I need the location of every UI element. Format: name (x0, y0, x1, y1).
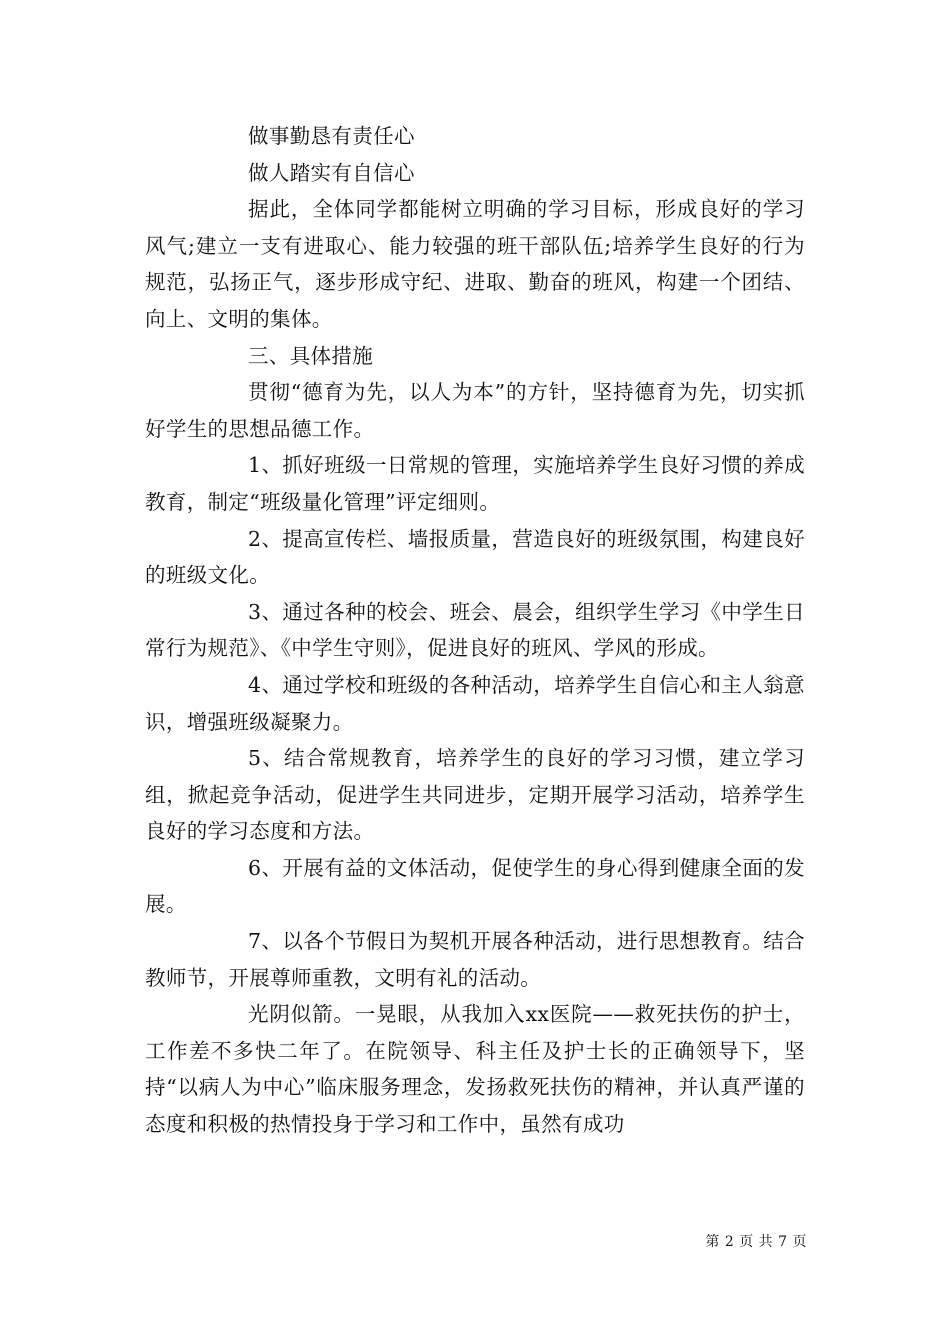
list-item-3: 3、通过各种的校会、班会、晨会，组织学生学习《中学生日常行为规范》、《中学生守则》，促进良好的班风、学风的形成。 (145, 599, 805, 661)
list-item-2: 2、提高宣传栏、墙报质量，营造良好的班级氛围，构建良好的班级文化。 (145, 526, 805, 588)
section-heading-measures: 三、具体措施 (248, 343, 374, 368)
document-body (145, 118, 805, 1143)
list-item-1: 1、抓好班级一日常规的管理，实施培养学生良好习惯的养成教育，制定“班级量化管理”评定细则。 (145, 453, 805, 514)
list-item-7: 7、以各个节假日为契机开展各种活动，进行思想教育。结合教师节，开展尊师重教，文明有礼的活动。 (145, 929, 805, 990)
list-item-5: 5、结合常规教育，培养学生的良好的学习习惯，建立学习组，掀起竞争活动，促进学生共同进步，定期开展学习活动，培养学生良好的学习态度和方法。 (145, 746, 805, 844)
paragraph-nurse-summary: 光阴似箭。一晃眼，从我加入xx医院——救死扶伤的护士，工作差不多快二年了。在院领导、科主任及护士长的正确领导下，坚持“以病人为中心”临床服务理念，发扬救死扶伤的精神，并认真严谨的态度和积极的热情投身于学习和工作中，虽然有成功 (145, 1002, 805, 1137)
paragraph-goals: 据此，全体同学都能树立明确的学习目标，形成良好的学习风气;建立一支有进取心、能力较强的班干部队伍;培养学生良好的行为规范，弘扬正气，逐步形成守纪、进取、勤奋的班风，构建一个团结、向上、文明的集体。 (145, 197, 805, 331)
paragraph-motto-1: 做事勤恳有责任心 (248, 124, 415, 148)
list-item-4: 4、通过学校和班级的各种活动，培养学生自信心和主人翁意识，增强班级凝聚力。 (145, 672, 805, 734)
paragraph-moral-education: 贯彻“德育为先，以人为本”的方针，坚持德育为先，切实抓好学生的思想品德工作。 (145, 380, 805, 441)
list-item-6: 6、开展有益的文体活动，促使学生的身心得到健康全面的发展。 (145, 855, 805, 917)
paragraph-motto-2: 做人踏实有自信心 (248, 160, 415, 185)
page-number-footer: 第 2 页 共 7 页 (705, 1234, 807, 1250)
